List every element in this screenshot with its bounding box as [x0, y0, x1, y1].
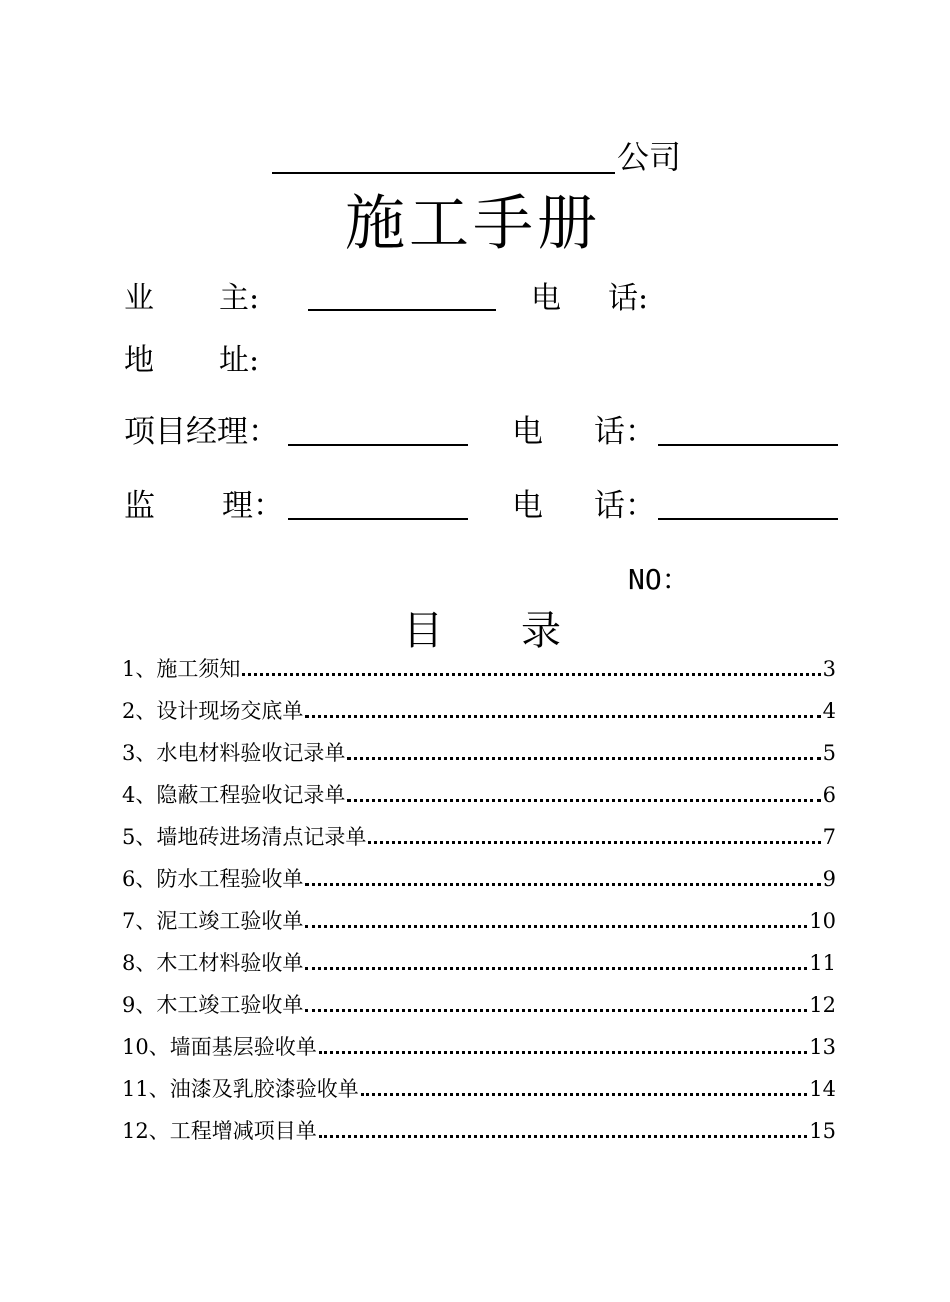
company-name-blank [272, 172, 615, 174]
owner-phone-label-part2: 话: [608, 281, 649, 316]
project-manager-blank [288, 444, 468, 446]
toc-item-label: 4、隐蔽工程验收记录单 [122, 783, 346, 807]
toc-leader [305, 925, 807, 928]
toc-item-page: 9 [822, 867, 836, 891]
document-title: 施工手册 [345, 189, 601, 259]
toc-item-label: 2、设计现场交底单 [122, 699, 304, 723]
toc-item [122, 653, 836, 683]
supervisor-phone-blank [658, 518, 838, 520]
toc-item [122, 905, 836, 935]
project-manager-label: 项目经理： [124, 414, 279, 450]
toc-leader [347, 757, 820, 760]
toc-item [122, 695, 836, 725]
toc-leader [305, 967, 807, 970]
address-label-part2: 址: [219, 343, 260, 378]
owner-label-part1: 业 [124, 281, 154, 316]
serial-number-label: NO： [628, 563, 690, 596]
toc-leader [305, 715, 820, 718]
toc-item [122, 821, 836, 851]
toc-item-label: 3、水电材料验收记录单 [122, 741, 346, 765]
toc-item [122, 1031, 836, 1061]
toc-leader [305, 1009, 807, 1012]
toc-title-part2: 录 [521, 608, 561, 654]
toc-item-page: 3 [822, 657, 836, 681]
toc-item [122, 1115, 836, 1145]
toc-item-page: 15 [809, 1119, 836, 1143]
supervisor-label-part2: 理： [222, 488, 284, 524]
toc-item-page: 6 [822, 783, 836, 807]
owner-label-part2: 主: [219, 281, 260, 316]
toc-item [122, 1073, 836, 1103]
toc-title-part1: 目 [403, 608, 443, 654]
supervisor-label-part1: 监 [124, 488, 155, 524]
supervisor-phone-label-part1: 电 [512, 488, 543, 524]
toc-item-page: 12 [809, 993, 836, 1017]
toc-item-label: 9、木工竣工验收单 [122, 993, 304, 1017]
toc-item-page: 5 [822, 741, 836, 765]
toc-item-label: 7、泥工竣工验收单 [122, 909, 304, 933]
supervisor-phone-label-part2: 话： [594, 488, 656, 524]
toc-item-page: 11 [809, 951, 836, 975]
toc-item-label: 11、油漆及乳胶漆验收单 [122, 1077, 359, 1101]
toc-item-label: 8、木工材料验收单 [122, 951, 304, 975]
toc-item-label: 5、墙地砖进场清点记录单 [122, 825, 367, 849]
toc-item [122, 863, 836, 893]
toc-leader [319, 1135, 808, 1138]
pm-phone-label-part1: 电 [512, 414, 543, 450]
toc-leader [242, 673, 820, 676]
address-label-part1: 地 [124, 343, 154, 378]
toc-item-page: 13 [809, 1035, 836, 1059]
toc-item [122, 779, 836, 809]
toc-item-page: 7 [822, 825, 836, 849]
toc-item-page: 14 [809, 1077, 836, 1101]
toc-leader [368, 841, 820, 844]
toc-leader [319, 1051, 808, 1054]
toc-item-label: 10、墙面基层验收单 [122, 1035, 317, 1059]
toc-leader [361, 1093, 808, 1096]
pm-phone-blank [658, 444, 838, 446]
supervisor-blank [288, 518, 468, 520]
pm-phone-label-part2: 话： [594, 414, 656, 450]
toc-leader [305, 883, 820, 886]
company-suffix: 公司 [617, 138, 682, 176]
toc-item [122, 737, 836, 767]
toc-title [403, 606, 561, 656]
toc-item-label: 6、防水工程验收单 [122, 867, 304, 891]
toc-leader [347, 799, 820, 802]
toc-item-page: 10 [809, 909, 836, 933]
toc-item [122, 947, 836, 977]
toc-item-page: 4 [822, 699, 836, 723]
toc-item-label: 12、工程增减项目单 [122, 1119, 317, 1143]
owner-phone-label-part1: 电 [531, 281, 561, 316]
owner-blank [308, 309, 496, 311]
toc-item-label: 1、施工须知 [122, 657, 241, 681]
toc-item [122, 989, 836, 1019]
